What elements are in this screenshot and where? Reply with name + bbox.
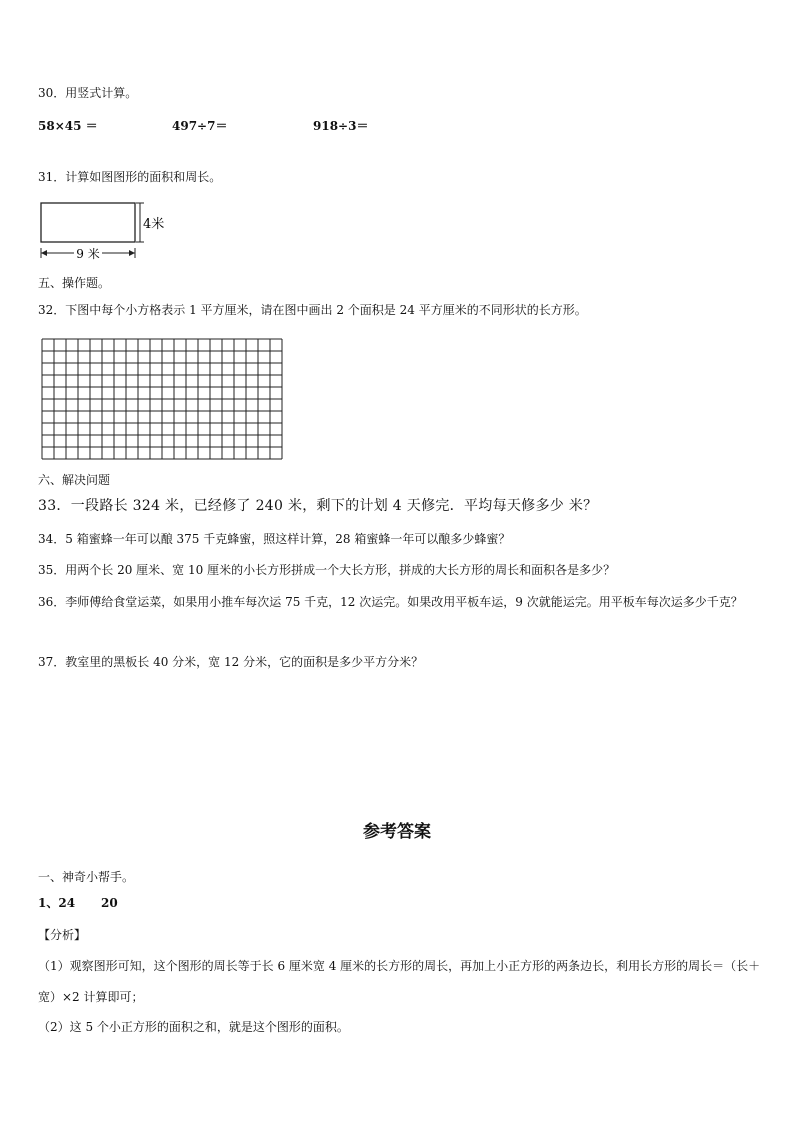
q37-text: 37．教室里的黑板长 40 分米，宽 12 分米，它的面积是多少平方分米？ bbox=[38, 655, 424, 669]
q32-text: 32．下图中每个小方格表示 1 平方厘米，请在图中画出 2 个面积是 24 平方厘米的不同形状的长方形。 bbox=[38, 303, 587, 317]
analysis-paragraph-2: （2）这 5 个小正方形的面积之和，就是这个图形的面积。 bbox=[38, 1020, 349, 1034]
q34-text: 34．5 箱蜜蜂一年可以酿 375 千克蜂蜜，照这样计算，28 箱蜜蜂一年可以酿多少蜂蜜？ bbox=[38, 532, 511, 546]
answer-1-value: 20 bbox=[101, 896, 118, 910]
answers-heading: 参考答案 bbox=[363, 822, 431, 842]
q33-text: 33．一段路长 324 米，已经修了 240 米，剩下的计划 4 天修完．平均每天修多少 米？ bbox=[38, 498, 598, 514]
section5-title: 五、操作题。 bbox=[38, 276, 111, 290]
height-label: 4米 bbox=[143, 217, 165, 232]
answers-section1: 一、神奇小帮手。 bbox=[38, 870, 135, 884]
q30-expr-1: 58×45 ＝ bbox=[38, 119, 98, 133]
square-grid bbox=[41, 338, 285, 462]
q36-text: 36．李师傅给食堂运菜，如果用小推车每次运 75 千克，12 次运完。如果改用平板车运，9 次就能运完。用平板车每次运多少千克？ bbox=[38, 595, 743, 609]
analysis-label: 【分析】 bbox=[38, 928, 87, 942]
q35-text: 35．用两个长 20 厘米、宽 10 厘米的小长方形拼成一个大长方形，拼成的大长方形的周长和面积各是多少？ bbox=[38, 563, 616, 577]
analysis-paragraph-1: （1）观察图形可知，这个图形的周长等于长 6 厘米宽 4 厘米的长方形的周长，再加上小正方形的两条边长，利用长方形的周长＝（长＋宽）×2 计算即可； bbox=[38, 959, 761, 1004]
answer-1-label: 1、24 bbox=[38, 896, 76, 910]
rectangle-figure bbox=[36, 198, 166, 262]
width-label: 9 米 bbox=[76, 247, 100, 261]
section6-title: 六、解决问题 bbox=[38, 473, 111, 487]
q30-expr-2: 497÷7＝ bbox=[172, 119, 228, 133]
q30-expr-3: 918÷3＝ bbox=[313, 119, 369, 133]
q31-title: 31．计算如图图形的面积和周长。 bbox=[38, 170, 222, 184]
q30-title: 30．用竖式计算。 bbox=[38, 86, 138, 100]
